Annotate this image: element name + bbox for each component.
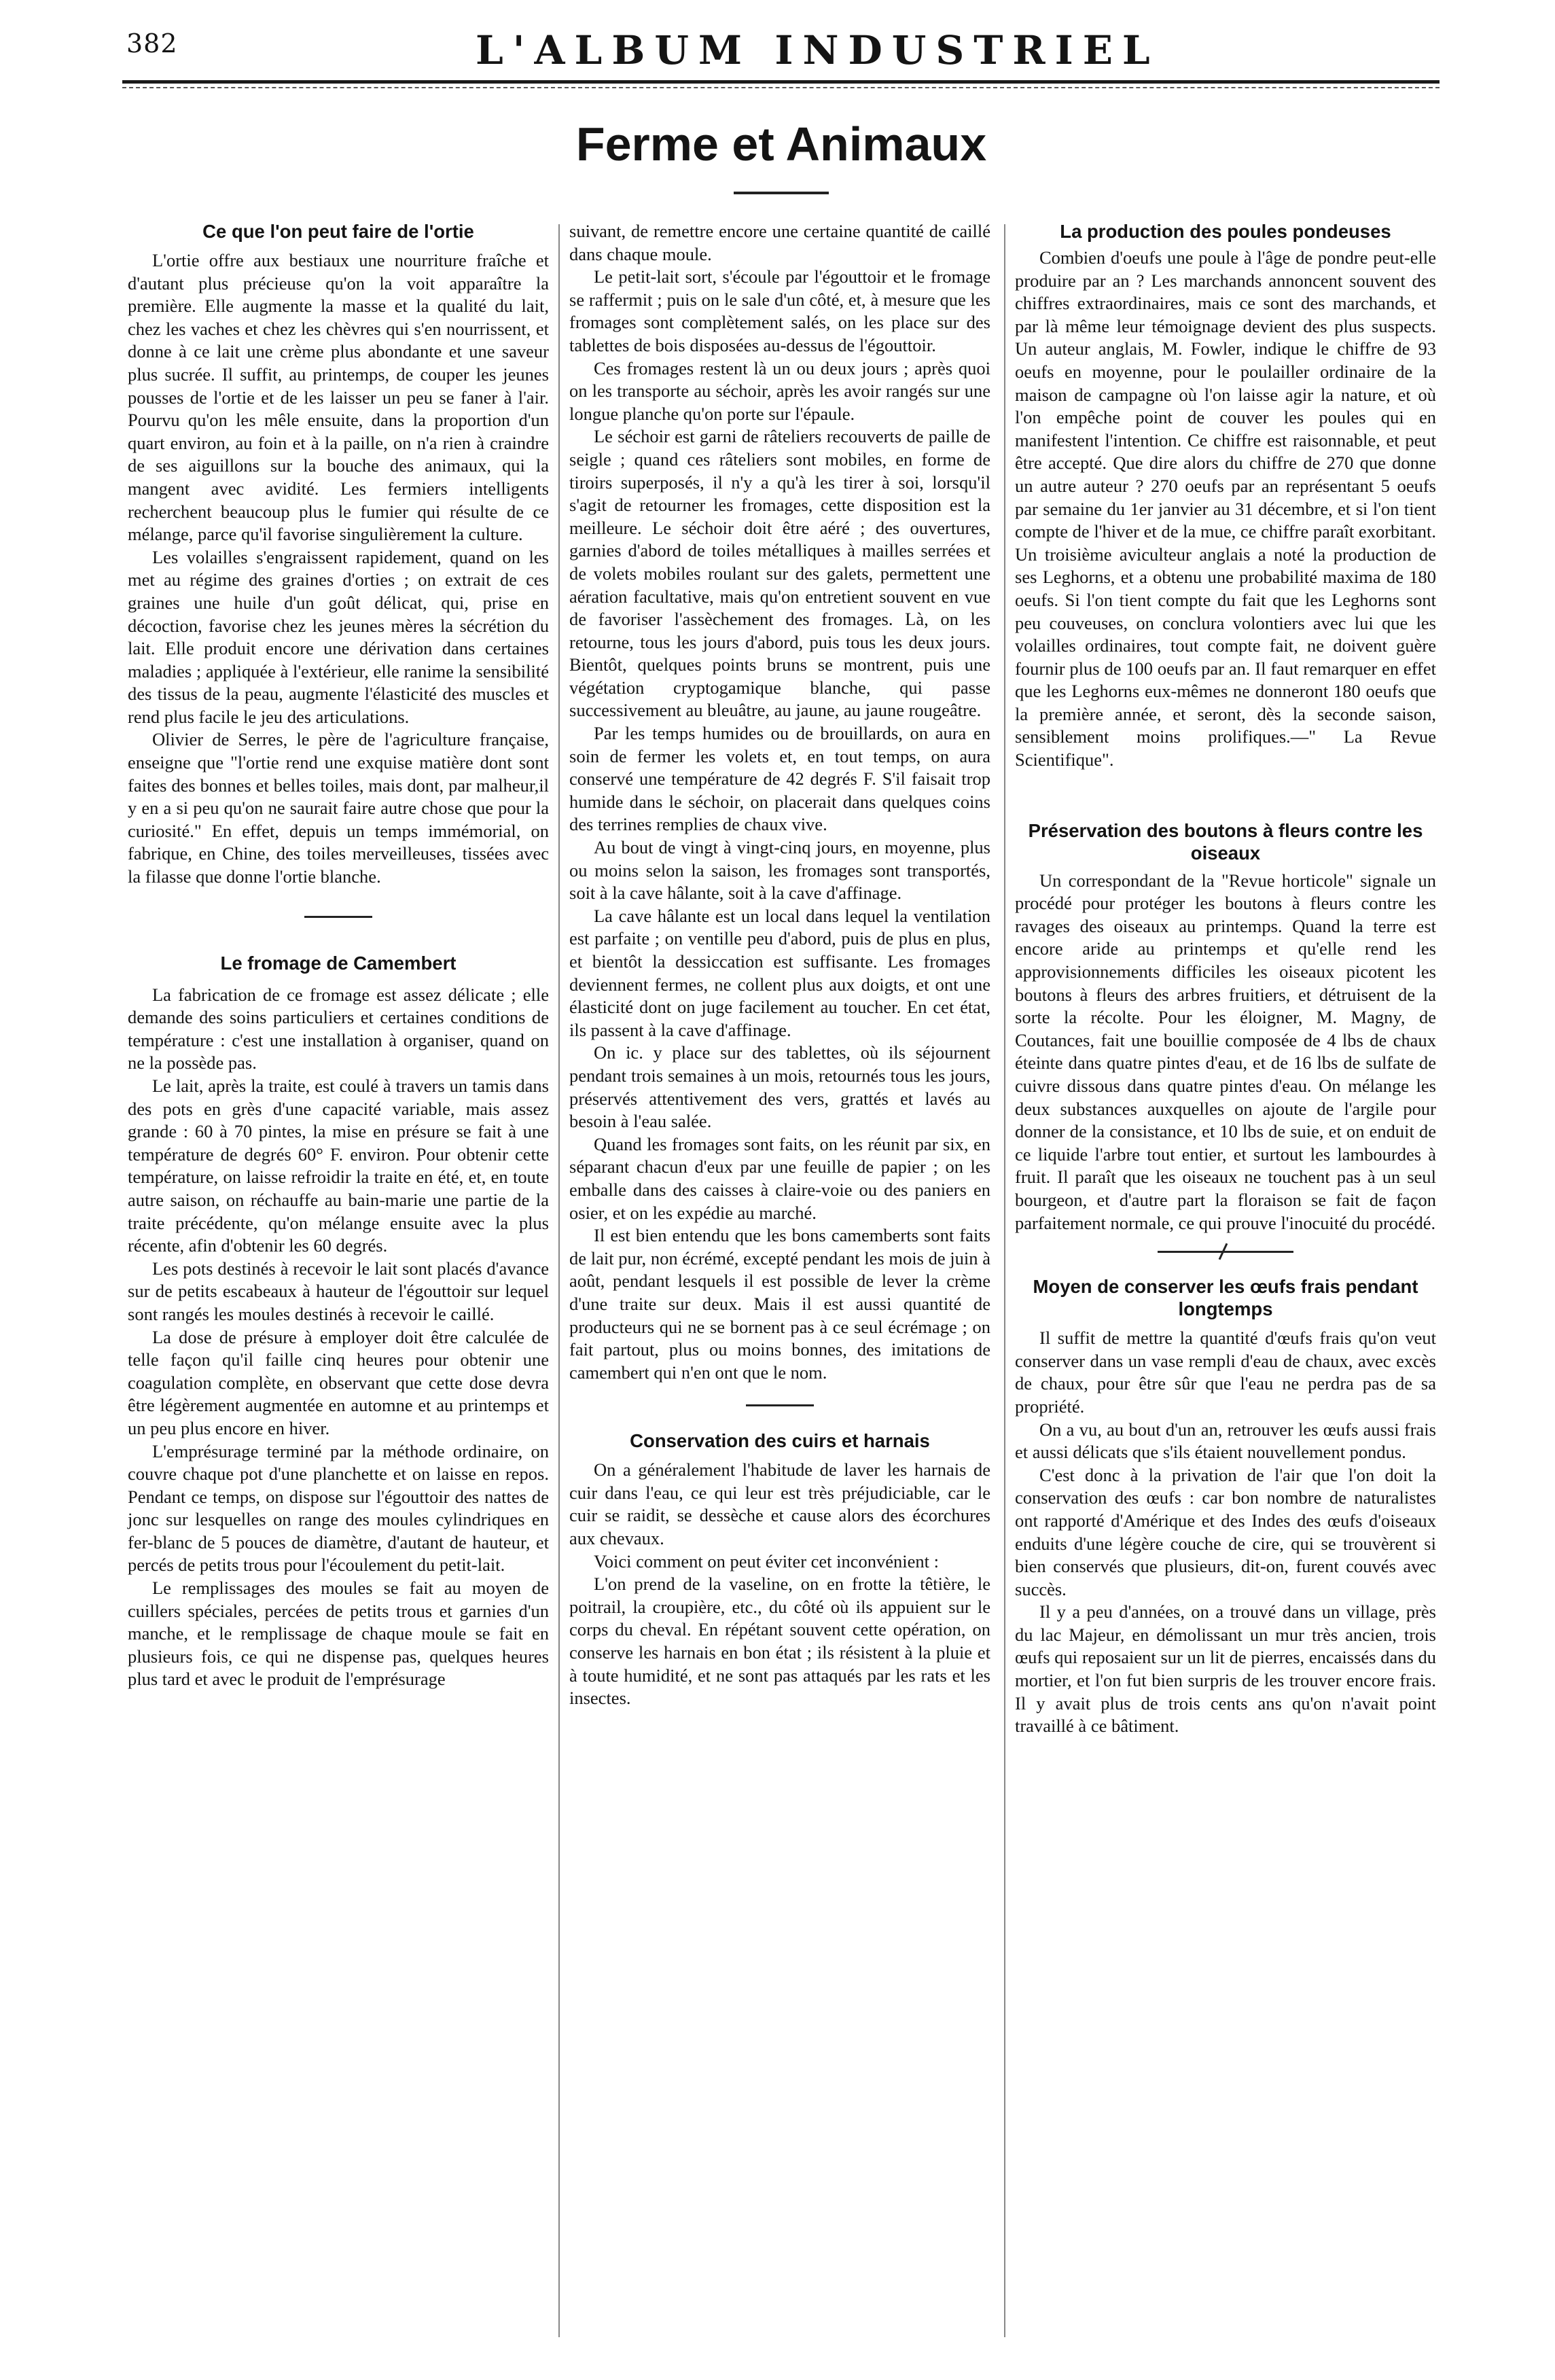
article-title-boutons: Préservation des boutons à fleurs contre les oiseaux: [1028, 819, 1423, 864]
column-left: [128, 220, 549, 1691]
paragraph: L'on prend de la vaseline, on en frotte la têtière, le poitrail, la croupière, etc., du côté où ils appuient sur le corps du cheval. En répétant souvent cette opération, on conserve les harnais en bon état ; ils résistent à la pluie et à toute humidité, et ne sont pas attaqués par les rats et les insectes.: [569, 1574, 990, 1709]
article-title-ortie: Ce que l'on peut faire de l'ortie: [202, 221, 474, 242]
running-title: L'ALBUM INDUSTRIEL: [476, 27, 1160, 73]
column-right: [1015, 220, 1436, 1738]
paragraph: Le remplissages des moules se fait au moyen de cuillers spéciales, percées de petits trous et garnies d'un manche, et le remplissage de chaque moule se fait en plusieurs fois, ce qui ne dispense pas, quelques heures plus tard et avec le produit de l'emprésurage: [128, 1578, 549, 1690]
header-dashed-rule: [122, 87, 1440, 88]
paragraph: Voici comment on peut éviter cet inconvénient :: [594, 1550, 940, 1571]
column-middle: [569, 220, 990, 1710]
paragraph: Le séchoir est garni de râteliers recouverts de paille de seigle ; quand ces râteliers sont mobiles, en forme de tiroirs superposés, il n'y a qu'à les tirer à soi, lorsqu'il s'agit de retourner les fromages, cette disposition est la meilleure. Le séchoir doit être aéré ; des ouvertures, garnies d'abord de toiles métalliques à mailles serrées et de volets mobiles roulant sur des galets, permettent une aération facultative, mais qu'on entretient souvent en vue de favoriser l'assèchement des fromages. Là, on les retourne, tous les jours d'abord, puis tous les deux jours. Bientôt, quelques points bruns se montrent, puis une végétation cryptogamique blanche, qui passe successivement au bleuâtre, au jaune, au jaune rougeâtre.: [569, 426, 990, 721]
paragraph: Olivier de Serres, le père de l'agriculture française, enseigne que "l'ortie rend une exquise matière dont sont faites des bonnes et belles toiles, mais dont, par malheur,il y en a si peu qu'on ne saurait faire autre chose que pour la curiosité." En effet, depuis un temps immémorial, on fabrique, en Chine, des toiles merveilleuses, tissées avec la filasse que donne l'ortie blanche.: [128, 729, 549, 887]
section-title: Ferme et Animaux: [575, 118, 987, 171]
paragraph: Il est bien entendu que les bons camemberts sont faits de lait pur, non écrémé, excepté pendant les mois de juin à août, pendant lesquels il est possible de lever la crème d'une traite sur deux. Mais il est aussi quantité de producteurs qui ne se bornent pas à ce seul écrémage ; on fait partout, plus ou moins bonnes, des imitations de camembert qui n'en ont que le nom.: [569, 1225, 990, 1383]
paragraph: Combien d'oeufs une poule à l'âge de pondre peut-elle produire par an ? Les marchands annoncent souvent des chiffres extraordinaires, mais ce sont des marchands, et par là même leur témoignage devient des plus suspects. Un auteur anglais, M. Fowler, indique le chiffre de 93 oeufs en moyenne, pour le poulailler ordinaire de la maison de campagne où l'on laisse agir la nature, et où l'on empêche point de couver les poules qui en manifestent l'intention. Ce chiffre est raisonnable, et peut être accepté. Que dire alors du chiffre de 270 que donne un autre auteur ? 270 oeufs par an représentant 5 oeufs par semaine du 1er janvier au 31 décembre, et si l'on tient compte de l'hiver et de la mue, ce chiffre paraît exorbitant. Un troisième aviculteur anglais a noté la production de ses Leghorns, et a obtenu une probabilité maxima de 180 oeufs. Si l'on tient compte du fait que les Leghorns sont peu couveuses, on conclura volontiers avec lui que les volailles ordinaires, tout compte fait, ne doivent guère fournir plus de 100 oeufs par an. Il faut remarquer en effet que les Leghorns eux-mêmes ne donneront 180 oeufs que la première année, et seront, dès la seconde saison, sensiblement moins prolifiques.—" La Revue Scientifique".: [1015, 247, 1436, 770]
paragraph: Il y a peu d'années, on a trouvé dans un village, près du lac Majeur, en démolissant un mur très ancien, trois œufs qui reposaient sur un lit de pierres, encaissés dans du mortier, et l'on fut bien surpris de les trouver encore frais. Il y avait plus de trois cents ans qu'on n'avait point travaillé à ce bâtiment.: [1015, 1601, 1436, 1737]
paragraph: Quand les fromages sont faits, on les réunit par six, en séparant chacun d'eux par une feuille de papier ; on les emballe dans des caisses à claire-voie ou des paniers en osier, et on les expédie au marché.: [569, 1133, 990, 1223]
paragraph: La dose de présure à employer doit être calculée de telle façon qu'il faille cinq heures pour obtenir une coagulation complète, en observant que cette dose devra être légèrement augmentée en automne et au printemps et un peu plus encore en hiver.: [128, 1326, 549, 1438]
paragraph: On ic. y place sur des tablettes, où ils séjournent pendant trois semaines à un mois, retournés tous les jours, préservés attentivement des vers, grattés et lavés au besoin à l'eau salée.: [569, 1042, 990, 1132]
paragraph: Le petit-lait sort, s'écoule par l'égouttoir et le fromage se raffermit ; puis on le sale d'un côté, et, à mesure que les fromages sont complètement salés, on les place sur des tablettes de bois disposées au-dessus de l'égouttoir.: [569, 266, 990, 355]
header-rule: [122, 80, 1440, 84]
paragraph: La fabrication de ce fromage est assez délicate ; elle demande des soins particuliers et certaines conditions de température : c'est une installation à organiser, quand on ne la possède pas.: [128, 984, 549, 1073]
paragraph: Les volailles s'engraissent rapidement, quand on les met au régime des graines d'orties ; on extrait de ces graines une huile d'un goût délicat, qui, prise en décoction, favorise chez les jeunes mères la sécrétion du lait. Elle produit encore une dérivation dans certaines maladies ; appliquée à l'extérieur, elle ranime la sensibilité des tissus de la peau, augmente l'élasticité des muscles et rend plus facile le jeu des articulations.: [128, 546, 549, 727]
article-title-poules: La production des poules pondeuses: [1060, 221, 1391, 242]
column-divider: [558, 224, 560, 2337]
paragraph: Au bout de vingt à vingt-cinq jours, en moyenne, plus ou moins selon la saison, les fromages sont transportés, soit à la cave hâlante, soit à la cave d'affinage.: [569, 837, 990, 904]
paragraph: L'ortie offre aux bestiaux une nourriture fraîche et d'autant plus précieuse qu'on la voit apparaître la première. Elle augmente la masse et la qualité du lait, chez les vaches et chez les chèvres qui s'en nourrissent, et donne à ce lait une crème plus abondante et une saveur plus sucrée. Il suffit, au printemps, de couper les jeunes pousses de l'ortie et de les laisser un peu se faner à l'air. Pourvu qu'on les mêle ensuite, dans la proportion d'un quart environ, au foin et à la paille, on n'a rien à craindre de ses aiguillons sur la bouche des animaux, qui la mangent avec avidité. Les fermiers intelligents recherchent beaucoup plus le fumier qui résulte de ce mélange, parce qu'il favorise singulièrement la culture.: [128, 250, 549, 545]
article-title-camembert: Le fromage de Camembert: [220, 952, 457, 974]
paragraph: Il suffit de mettre la quantité d'œufs frais qu'on veut conserver dans un vase rempli d'eau de chaux, avec excès de chaux, pour être sûr que l'eau ne perdra pas de sa propriété.: [1015, 1328, 1436, 1417]
paragraph: C'est donc à la privation de l'air que l'on doit la conservation des œufs : car bon nombre de naturalistes ont rapporté d'Amérique et des Indes des œufs d'oiseaux enduits d'une légère couche de cire, qui se trouvèrent si bien conservés que plusieurs, dit-on, furent couvés avec succès.: [1015, 1464, 1436, 1599]
paragraph: Par les temps humides ou de brouillards, on aura en soin de fermer les volets et, en tout temps, on aura conservé une température de 42 degrés F. S'il faisait trop humide dans le séchoir, on placerait dans quelques coins des terrines remplies de chaux vive.: [569, 723, 990, 835]
article-title-oeufs: Moyen de conserver les œufs frais pendant longtemps: [1033, 1276, 1418, 1320]
paragraph: La cave hâlante est un local dans lequel la ventilation est parfaite ; on ventille peu d'abord, puis de plus en plus, et bientôt la dessiccation est suffisante. Les fromages deviennent fermes, ne collent plus aux doigts, et ont une élasticité dont on juge facilement au toucher. En cet état, ils passent à la cave d'affinage.: [569, 905, 990, 1040]
paragraph: Le lait, après la traite, est coulé à travers un tamis dans des pots en grès d'une capacité variable, mais assez grande : 60 à 70 pintes, la mise en présure se fait à une température de degrés 60° F. environ. Pour obtenir cette température, on laisse refroidir la traite en été, et, en toute autre saison, on réchauffe au bain-marie une partie de la traite précédente, qu'on mélange ensuite avec la plus récente, afin d'obtenir les 60 degrés.: [128, 1076, 549, 1256]
paragraph: L'emprésurage terminé par la méthode ordinaire, on couvre chaque pot d'une planchette et on laisse en repos. Pendant ce temps, on dispose sur l'égouttoir des nattes de jonc sur lesquelles on range des moules cylindriques en fer-blanc de 5 pouces de diamètre, d'autant de hauteur, et percés de petits trous pour l'écoulement du petit-lait.: [128, 1440, 549, 1576]
paragraph: Ces fromages restent là un ou deux jours ; après quoi on les transporte au séchoir, après les avoir rangés sur une longue planche qu'on porte sur l'épaule.: [569, 357, 990, 424]
page-number: 382: [126, 29, 178, 58]
paragraph: suivant, de remettre encore une certaine quantité de caillé dans chaque moule.: [569, 221, 990, 264]
article-title-cuirs: Conservation des cuirs et harnais: [630, 1430, 930, 1452]
paragraph: Les pots destinés à recevoir le lait sont placés d'avance sur de petits escabeaux à hauteur de l'égouttoir sur lequel sont rangés les moules destinés à recevoir le caillé.: [128, 1258, 549, 1324]
ornamental-separator: [1158, 1241, 1293, 1262]
column-divider: [1004, 224, 1005, 2337]
paragraph: On a vu, au bout d'un an, retrouver les œufs aussi frais et aussi délicats que s'ils étaient nouvellement pondus.: [1015, 1419, 1436, 1463]
paragraph: Un correspondant de la "Revue horticole" signale un procédé pour protéger les boutons à fleurs contre les ravages des oiseaux au printemps. Quand la terre est encore aride au printemps et qu'elle rend les approvisionnements difficiles les oiseaux picotent les boutons à fleurs des arbres fruitiers, et détruisent de la sorte la récolte. Pour les éloigner, M. Magny, de Coutances, fait une bouillie composée de 4 lbs de chaux éteinte dans quatre pintes d'eau, et de 16 lbs de sulfate de cuivre dissous dans quatre pintes d'eau. On mélange les deux substances auxquelles on ajoute de l'argile pour donner de la consistance, et 10 lbs de suie, et on enduit de ce liquide l'arbre tout entier, et surtout les lambourdes à fruit. Il paraît que les oiseaux ne touchent pas à un seul bourgeon, et d'autre part la floraison se fait de façon parfaitement normale, ce qui prouve l'inocuité du procédé.: [1015, 870, 1436, 1233]
title-ornament: [734, 192, 829, 194]
paragraph: On a généralement l'habitude de laver les harnais de cuir dans l'eau, ce qui leur est très préjudiciable, car le cuir se raidit, se dessèche et cause alors des écorchures aux chevaux.: [569, 1459, 990, 1549]
